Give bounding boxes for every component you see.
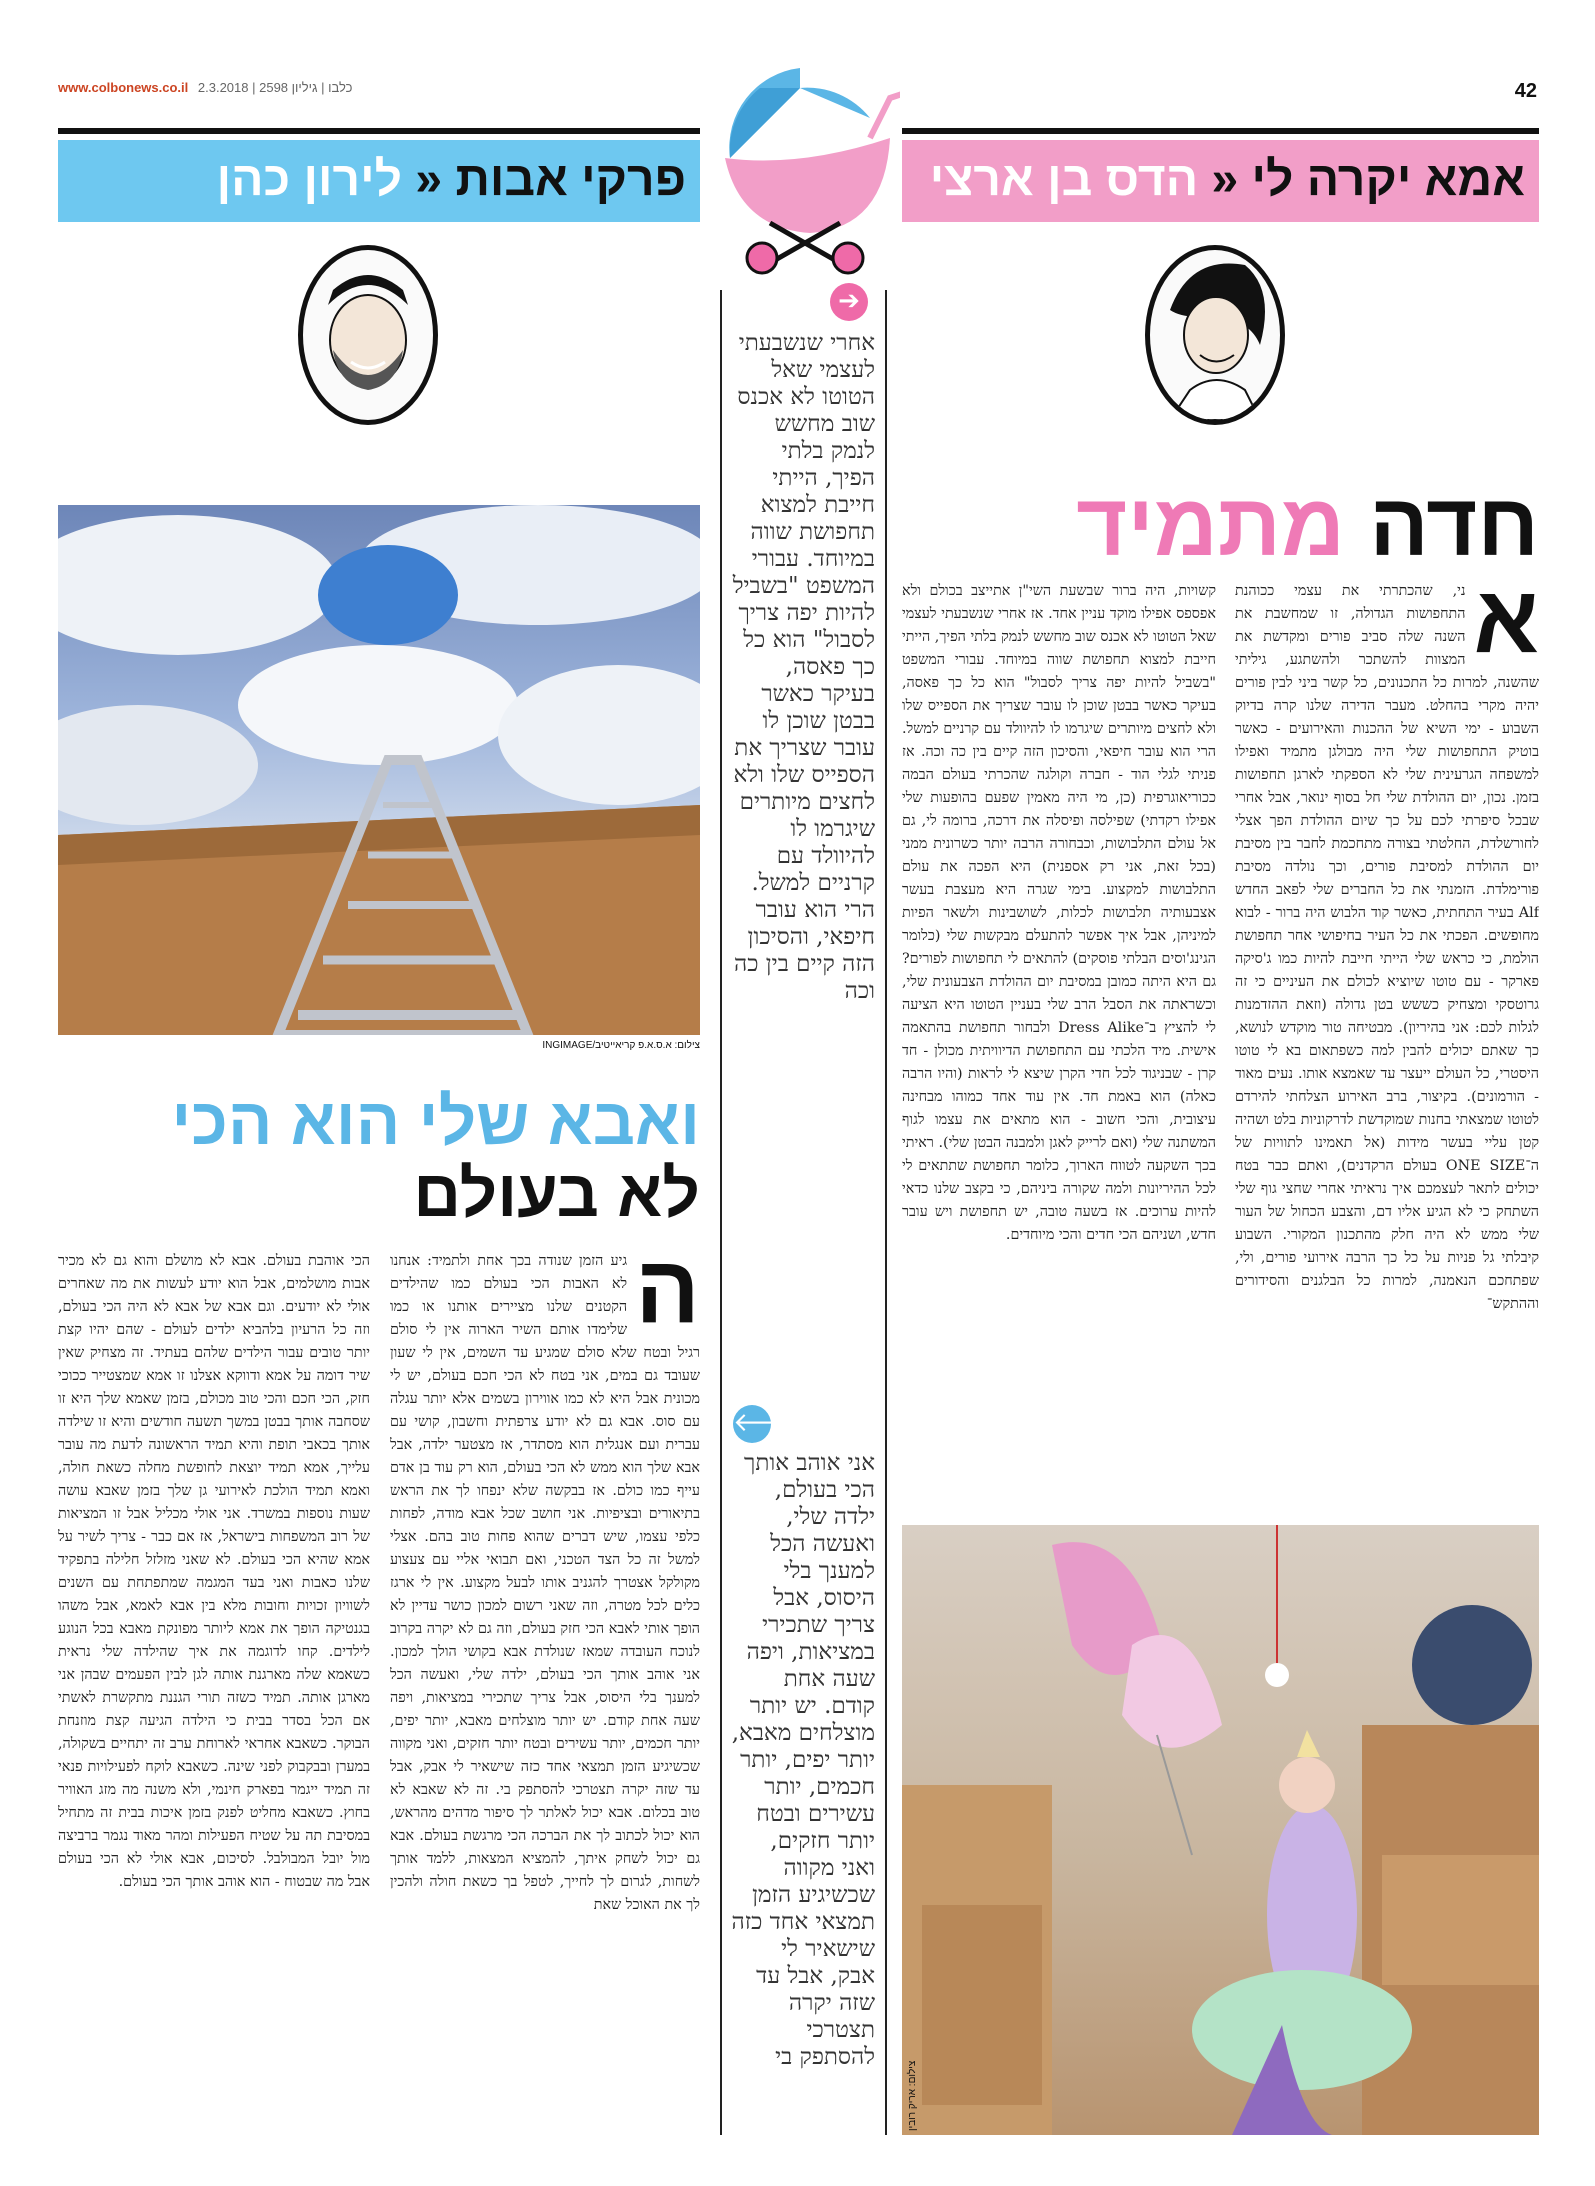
left-article-column-1 [390,1250,700,2135]
carriage-wheel-right [833,243,863,273]
right-band-text [902,140,1539,220]
site-url[interactable]: www.colbonews.co.il [58,80,189,95]
carriage-body [725,138,890,233]
right-article-text-2: קשויות, היה ברור שבשעת השי"ן אתייצב בכולם ולא אפספס אפילו מוקד עניין אחד. אז אחרי שנשבעתי לעצמי שאל הטוטו לא אכנס שוב מחשש לנמק בלתי הפיך, הייתי חייבת למצוא תחפושת שווה במיוחד. עבורי המשפט "בשביל להיות יפה צריך לסבול" הוא כל כך פאסה, בעיקר כאשר בבטן שוכן לו עובר שצריך את הספייס שלו ולא לחצים מיותרים שיגרמו לו להיוולד עם קרניים למשל. הרי הוא עובר חיפאי, והסיכון הזה קיים בין כה וכה. אז פניתי לגלי הוד - חברה וקולגה שהכרתי בעולם הבמה ככוריאוגרפית (כן, מי היה מאמין שפעם בהופעות שלי אפילו רקדתי) שפילסה ופיסלה את דרכה, ברומה לי, גם אל עולם התלבושות, וכבחורה הרבה יותר כשרונית ממני (בכל זאת, אני רק אספנית) היא הפכה את עולם התלבושות למקצוע. בימי שגרה היא מעצבת בעשר אצבעותיה תלבושות לכלות, לשושבינות ולשאר הפיות למיניהן, אבל איך אפשר להתעלם מבקשות שלי (כלומר הגינג'וסים הבלתי פוסקים) להתאים לי תחפושות לפורים? גם היא היתה כמובן במסיבת יום ההולדת הצבעונית שלי, וכשראתה את הסבל הרב שלי בעניין הטוטו היא הציעה לי להציץ ב־Dress Alike ולבחור תחפושת בהתאמה אישית. מיד הלכתי עם התחפושת הדיוויתית מכולן - חד קרן - שבניגוד לכל חדי הקרן שיצא לי לראות (והיו הרבה כאלה) הוא באמת חד. אין עוד אחד כמוהו מבחינה עיצובית, והכי חשוב - הוא מתאים את עצמו לגוף המשתנה שלי (ואם לרייק לאגן ולמבנה הבטן שלי). ראיתי בכך השקעה לטווח הארוך, כלומר תחפושת שתתאים לי לכל ההיריונות ולמה שקורה ביניהם, כי בקצב שלנו כדאי להיות ערוכים. אז בשעה טובה, יש תחפושת ויש עובר חדש, ושניהם הכי חדים והכי מיוחדים. [902,583,1216,1243]
left-headline-dark: לא בעולם [413,1156,700,1230]
top-rule-left [58,128,700,134]
center-rule-right [885,290,887,2135]
right-article-column-1 [1235,580,1539,1505]
pull-quote-bottom: אני אוהב אותך הכי בעולם, ילדה שלי, ואעשה הכל למענך בלי היסוס, אבל צריך שתכירי במציאות, ויפה שעה אחת קודם. יש יותר מוצלחים מאבא, יותר יפים, יותר חכמים, יותר עשירים ובטח יותר חזקים, ואני מקווה שכשיגיע הזמן תמצאי אחד כזה שישאיר לי אבק, אבל עד שזה יקרה תצטרכי להסתפק בי [731,1450,875,2070]
right-column-label: אמא יקרה לי [1251,153,1525,206]
right-headline [1000,475,1539,575]
header-left [58,80,352,100]
left-band-chevrons: « [415,153,443,206]
left-author-name: לירון כהן [216,153,403,206]
left-dropcap: ה [635,1250,700,1343]
right-headline-pink: מתמיד [1076,475,1345,574]
page-number: 42 [1514,80,1537,102]
left-column-label: פרקי אבות [455,153,686,206]
left-photo-credit: צילום: א.ס.א.פ קריאייטיב/INGIMAGE [542,1040,700,1051]
right-column-band [902,140,1539,222]
unicorn-costume-scene [902,1525,1539,2135]
man-portrait-sketch [303,250,433,420]
right-dropcap: א [1473,580,1539,673]
quote-arrow-right-icon: ➔ [830,283,868,321]
carriage-canopy [729,68,870,158]
left-headline-blue: ואבא שלי הוא הכי [171,1084,700,1158]
carriage-handle [870,93,900,138]
woman-portrait-sketch [1150,250,1280,420]
center-rule-left [720,290,722,2135]
ladder-sky-scene [58,505,700,1035]
baby-carriage-icon [700,48,900,278]
right-author-portrait [1145,245,1285,425]
right-headline-dark: חדה [1369,475,1539,574]
right-article-column-2 [902,580,1216,1505]
quote-arrow-left-icon: 🡐 [733,1405,771,1443]
left-column-band [58,140,700,222]
top-rule-right [902,128,1539,134]
right-author-name: הדס בן ארצי [929,153,1199,206]
carriage-wheel-left [747,243,777,273]
right-band-chevrons: « [1211,153,1239,206]
left-article-text-1: גיע הזמן שנודה בכך אחת ולתמיד: אנחנו לא האבות הכי בעולם כמו שהילדים הקטנים שלנו מציירים אותנו או כמו שלימדו אותם השיר הארוה אין לי סולם רגיל ובטח שלא סולם שמגיע עד השמים, אין לי שעון שעובד גם במים, אני בטח לא הכי חכם בעולם, יש לי מכונית אבל היא לא כמו אווירון בשמים אלא יותר עגלה עם סוס. אבא גם לא יודע צרפתית וחשבון, קושי עם עברית ועם אנגלית הוא מסתדר, אז מצטער ילדה, אבל אבא שלך הוא ממש לא הכי בעולם, הוא רק עוד בן אדם עייף כמו כולם. אז בבקשה שלא ינפחו לך את הראש בתיאורים ובציפיות. אני חושב שכל אבא מודה, לפחות כלפי עצמו, שיש דברים שהוא פחות טוב בהם. אצלי למשל זה כל הצד הטכני, ואם תבואי אליי עם צעצוע מקולקל אצטרך להגניב אותו לבעל מקצוע. אין לי ארגז כלים לכל מטרה, וזה שאני רשום למכון כושר עדיין לא הופך אותי לאבא הכי חזק בעולם, וזה גם לא יקרה בקרוב לנוכח העובדה שמאז שנולדת אבא בקושי הולך למכון. אני אוהב אותך הכי בעולם, ילדה שלי, ואעשה הכל למענך בלי היסוס, אבל צריך שתכירי במציאות, ויפה שעה אחת קודם. יש יותר מוצלחים מאבא, יותר יפים, יותר חכמים, יותר עשירים ובטח יותר חזקים, ואני מקווה שכשיגיע הזמן תמצאי אחד כזה שישאיר לי אבק, אבל עד שזה יקרה תצטרכי להסתפק בי. זה לא שאבא לא טוב בכלום. אבא יכול לאלתר לך סיפור מדהים מהראש, הוא יכול לכתוב לך את הברכה הכי מרגשת בעולם. אבא גם יכול לשחק איתך, להמציא המצאות, ללמד אותך לשחות, לגרום לך לחייך, לטפל בך כשאת חולה ולהכין לך את האוכל שאת [390,1253,700,1913]
left-photo-ladder[interactable] [58,505,700,1035]
right-photo-credit: צילום: אריק רובין [907,2060,918,2131]
left-headline [58,1085,700,1229]
left-band-text [58,140,700,220]
issue-info: כלבו | גיליון 2598 | 2.3.2018 [197,80,353,95]
left-author-portrait [298,245,438,425]
right-article-text-1: ני, שהכתרתי את עצמי ככוהנת התחפושות הגדולה, זו שמחשבת את השנה שלה סביב פורים ומקדשת את המצוות להשתכר ולהשתגע, גיליתי שהשנה, למרות כל התכנונים, כל קשר ביני לבין פורים יהיה מקרי בהחלט. מעבר הדירה שלנו קרה בדיוק השבוע - ימי השיא של ההכנות והאירועים - כאשר בוטיק התחפושות שלי היה מבולגן מתמיד ואפילו למשפחה הגרעינית שלי לא הספקתי לארגן תחפושות בזמן. נכון, יום ההולדת שלי חל בסוף ינואר, אבל אחרי שבכל סיפרתי לכם על כך שיום ההולדת הפך אצלי לחורשלדת, החלטתי בצורה מתחכמת לחבר בין מסיבת יום ההולדת למסיבת פורים, וכך נולדה מסיבת פורימלדת. הזמנתי את כל החברים שלי לפאב החדש Alf בעיר התחתית, כאשר קוד הלבוש היה ברור - לבוא מחופשים. הפכתי את כל העיר בחיפושי אחר תחפושת הולמת, כי כראש שלי הייתי חייבת להיות כמו ג'סיקה פארקר - עם טוטו שיוציא לכולם את העיניים כי זה גרוטסקי ומצחיק כששש בטן גדולה (וזאת ההזדמנות לגלות לכם: אני בהיריון). מבטיחה טור מוקדש לנושא, כך שאתם יכולים להבין למה כשפתאום בא לי טוטו היסטרי, כל העולם ייעצר עד שאמצא אותו. נעים מאוד - הורמונים). בקיצור, ברב האירוע הצלחתי להירדם לטוטו שמצאתי בחנות שמוקדשת לדרקוניות בלט ושהיה קטן עליי בעשר מידות (אל תאמינו לתוויות של ה־ONE SIZE בעולם הרקדנים), ואתם כבר בטח יכולים לתאר לעצמכם איך נראיתי אחרי שחצי גוף שלי השתחק כי לא הגיע אליו דם, והצבע הכחול של העור שלי ממש לא היה חלק מהתכנון המקורי. השבוע קיבלתי גל פניות על כל כך הרבה אירועי פורים, ולי, שפתחכם הנאמנה, למרות כל הבלגנים והסידורים וההתקש־ [1235,583,1539,1312]
left-article-column-2 [58,1250,370,2135]
left-article-text-2: הכי אוהבת בעולם. אבא לא מושלם והוא גם לא מכיר אבות מושלמים, אבל הוא יודע לעשות את מה שאחרים אולי לא יודעים. וגם אבא של אבא לא היה הכי בעולם, וזה כל הרעיון בלהביא ילדים לעולם - שהם יהיו קצת יותר טובים עבור הילדים שלהם בעתיד. זה מצחיק שאין שיר דומה על אמא ודווקא אצלנו זו אמא שמצטייר ככוכי חזק, הכי חכם והכי טוב מכולם, בזמן שאמא שלך היא זו שסחבה אותך בבטן במשך תשעה חודשים והיא זו שילדה אותך בכאבי תופת והיא תמיד הראשונה לדעת מה עובר עלייך, אמא תמיד יוצאת לחופשת מחלה כשאת חולה, ואמא תמיד הולכת לאירועי גן שלך בזמן שאבא עושה שעות נוספות במשרד. אני אולי מכליל אבל זו המציאות של רוב המשפחות בישראל, אז אם כבר - צריך לשיר על אמא שהיא הכי בעולם. לא שאני מזלזל חלילה בתפקיד שלנו כאבות ואני בעד המגמה שמתפתחת עם השנים לשוויון זכויות וחובות מלא בין אבא לאמא, אבל משהו בגנטיקה הופך את אמא ליותר מפונקת מאבא בכל הנוגע לילדים. קחו לדוגמה את איך שהילדה שלי נראית כשאמא שלה מארגנת אותה לגן לבין הפעמים שבהן אני מארגן אותה. תמיד כשזה תורי הגננת מתקשרת לאשתי אם הכל בסדר בבית כי הילדה הגיעה קצת מוזנחת הבוקר. כשאבא אחראי לארוחת ערב זה יתחיים בשקולה, במערן ובבקבוק לפני שינה. כשאבא לוקח לפעילויות פנאי זה תמיד ייגמר בפארק חינמי, ולא משנה מה מזג האוויר בחוץ. כשאבא מחליט לפנק בזמן איכות בבית זה מתחיל במסיבת תה על שטיח הפעילות ומהר מאוד נגמר ברביצה מול יובל המבולבל. לסיכום, אבא אולי לא הכי בעולם אבל מה שבטוח - הוא אוהב אותך הכי בעולם. [58,1253,370,1890]
pull-quote-top: אחרי שנשבעתי לעצמי שאל הטוטו לא אכנס שוב מחשש לנמק בלתי הפיך, הייתי חייבת למצוא תחפושת שווה במיוחד. עבורי המשפט "בשביל להיות יפה צריך לסבול" הוא כל כך פאסה, בעיקר כאשר בבטן שוכן לו עובר שצריך את הספייס שלו ולא לחצים מיותרים שיגרמו לו להיוולד עם קרניים למשל. הרי הוא עובר חיפאי, והסיכון הזה קיים בין כה וכה [732,330,875,1004]
right-photo-unicorn[interactable] [902,1525,1539,2135]
